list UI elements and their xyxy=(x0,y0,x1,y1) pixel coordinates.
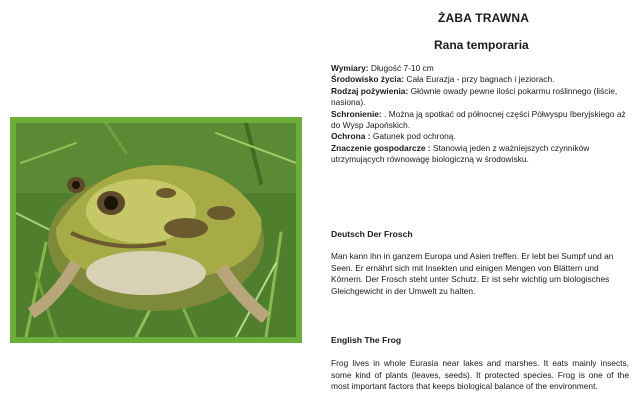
shelter-value: . Można ją spotkać od północnej części Półwyspu Iberyjskiego aż do Wysp Japońskich. xyxy=(331,108,626,131)
diet-value: Głównie owady pewne ilości pokarmu roślinnego (liście, nasiona). xyxy=(331,85,618,108)
protection-line xyxy=(331,131,631,142)
habitat-value: Cała Eurazja - przy bagnach i jeziorach. xyxy=(404,74,555,85)
dimensions-label: Wymiary: xyxy=(331,63,369,73)
frog-image xyxy=(16,123,296,337)
economic-line xyxy=(331,143,631,166)
habitat-label: Środowisko życia: xyxy=(331,74,405,85)
english-heading: English The Frog xyxy=(331,335,402,345)
shelter-line xyxy=(331,109,631,132)
latin-name: Rana temporaria xyxy=(434,38,529,52)
german-heading: Deutsch Der Frosch xyxy=(331,229,413,239)
english-text: Frog lives in whole Eurasia near lakes and marshes. It eats mainly insects, some kind of plants (leaves, seeds). It protected species. Frog is one of the most important factors that keeps biological balance of the environment. xyxy=(331,358,629,392)
polish-description xyxy=(331,63,631,166)
economic-value: Stanowią jeden z ważniejszych czynników utrzymujących równowagę biologiczną w środowisku. xyxy=(331,142,590,165)
protection-value: Gatunek pod ochroną. xyxy=(370,131,456,142)
dimensions-line xyxy=(331,63,631,74)
frog-photo xyxy=(10,117,302,343)
dimensions-value: Długość 7-10 cm xyxy=(368,63,434,73)
habitat-line xyxy=(331,74,631,85)
economic-label: Znaczenie gospodarcze : xyxy=(331,142,431,153)
diet-line xyxy=(331,86,631,109)
shelter-label: Schronienie: xyxy=(331,108,382,119)
diet-label: Rodzaj pożywienia: xyxy=(331,85,409,96)
german-text: Man kann ihn in ganzem Europa und Asien treffen. Er lebt bei Sumpf und an Seen. Er ernährt sich mit Insekten und einigen Mengen von Blättern und Körnern. Der Frosch steht unter Schutz. Er ist sehr wichtig um biologisches Gleichgewicht in der Umwelt zu halten. xyxy=(331,251,614,296)
page-title: ŻABA TRAWNA xyxy=(438,11,530,25)
protection-label: Ochrona : xyxy=(331,131,371,142)
